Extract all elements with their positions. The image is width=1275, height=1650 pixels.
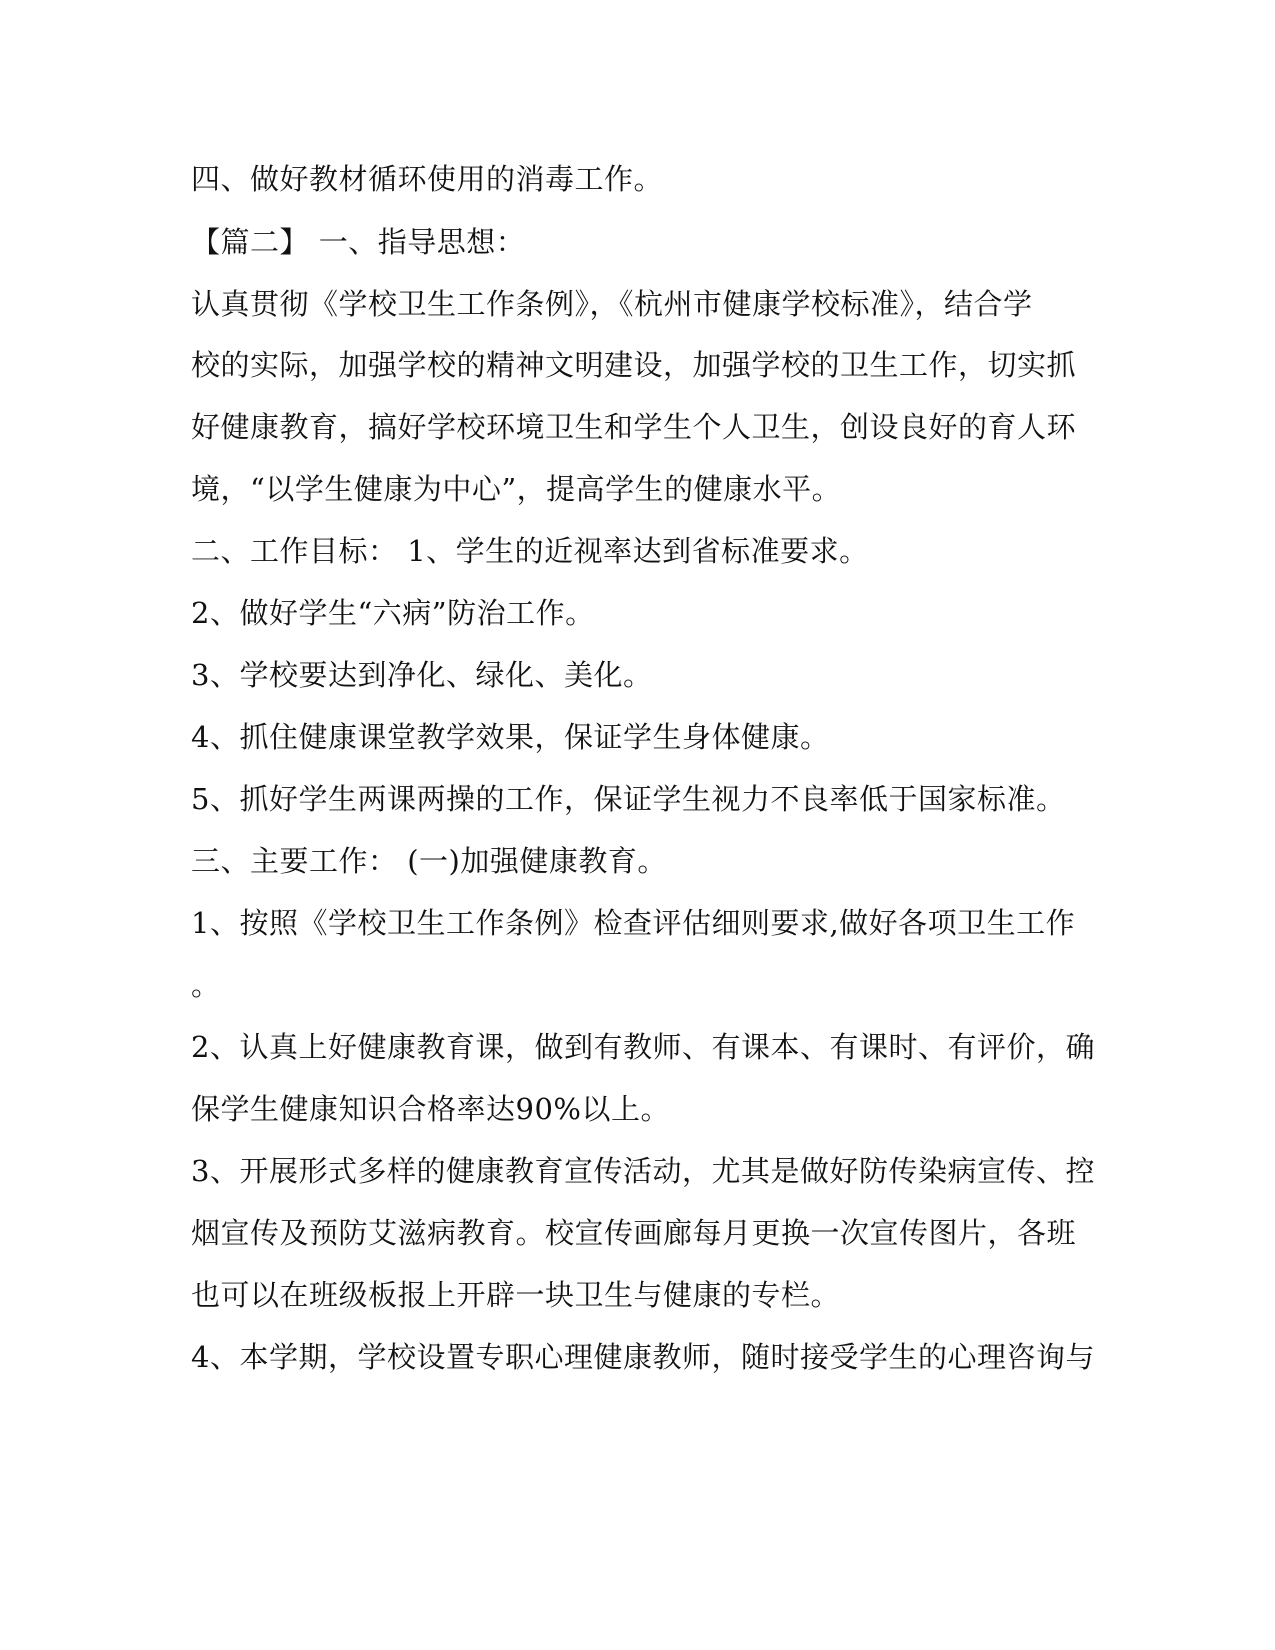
text-line-work-1-end: 。 bbox=[191, 968, 221, 1002]
text-line-main-work-heading: 三、主要工作： (一)加强健康教育。 bbox=[191, 844, 667, 878]
text-line-guiding-3: 好健康教育，搞好学校环境卫生和学生个人卫生，创设良好的育人环 bbox=[191, 410, 1077, 444]
text-line-work-3-end: 也可以在班级板报上开辟一块卫生与健康的专栏。 bbox=[191, 1278, 841, 1312]
text-line-goal-heading: 二、工作目标： 1、学生的近视率达到省标准要求。 bbox=[191, 534, 869, 568]
text-line-work-2: 2、认真上好健康教育课，做到有教师、有课本、有课时、有评价，确 bbox=[191, 1030, 1095, 1064]
text-line-goal-4: 4、抓住健康课堂教学效果，保证学生身体健康。 bbox=[191, 720, 830, 754]
text-line-guiding-2: 校的实际，加强学校的精神文明建设，加强学校的卫生工作，切实抓 bbox=[191, 348, 1077, 382]
text-line-goal-5: 5、抓好学生两课两操的工作，保证学生视力不良率低于国家标准。 bbox=[191, 782, 1066, 816]
section-heading-part-two: 【篇二】 一、指导思想： bbox=[191, 225, 526, 259]
text-line-work-4: 4、本学期，学校设置专职心理健康教师，随时接受学生的心理咨询与 bbox=[191, 1340, 1095, 1374]
text-line-disinfection: 四、做好教材循环使用的消毒工作。 bbox=[191, 162, 664, 196]
text-line-work-2-cont: 保学生健康知识合格率达90%以上。 bbox=[191, 1092, 670, 1126]
text-line-goal-3: 3、学校要达到净化、绿化、美化。 bbox=[191, 658, 653, 692]
text-line-work-3: 3、开展形式多样的健康教育宣传活动，尤其是做好防传染病宣传、控 bbox=[191, 1154, 1095, 1188]
text-line-guiding-4: 境，“以学生健康为中心”，提高学生的健康水平。 bbox=[191, 472, 842, 506]
text-line-goal-2: 2、做好学生“六病”防治工作。 bbox=[191, 596, 595, 630]
text-line-guiding-1: 认真贯彻《学校卫生工作条例》，《杭州市健康学校标准》，结合学 bbox=[191, 287, 1033, 321]
text-line-work-3-cont: 烟宣传及预防艾滋病教育。校宣传画廊每月更换一次宣传图片，各班 bbox=[191, 1216, 1077, 1250]
text-line-work-1: 1、按照《学校卫生工作条例》检查评估细则要求,做好各项卫生工作 bbox=[191, 906, 1076, 940]
